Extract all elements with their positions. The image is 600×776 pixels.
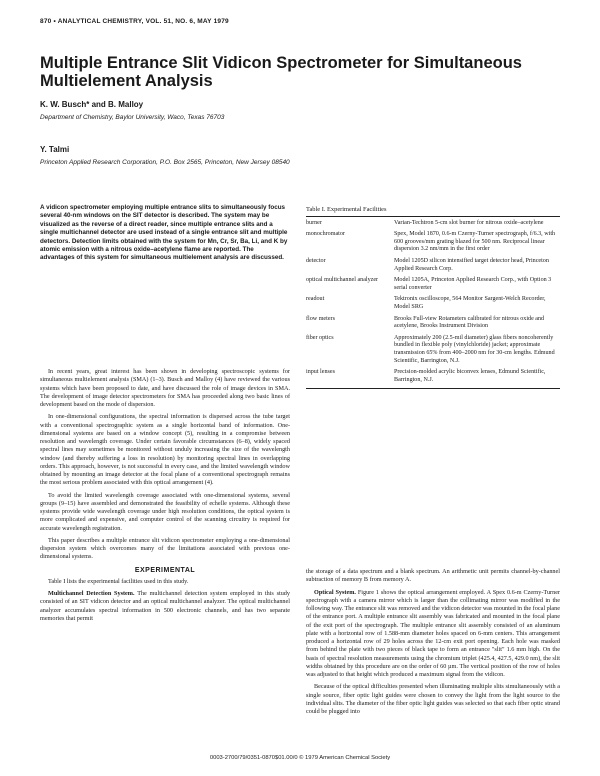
author-names-2: Y. Talmi xyxy=(40,145,70,154)
paragraph-text: The multichannel detection system employed in this study consisted of an SIT vidicon detector and an optical multichannel analyzer. The optical multichannel analyzer accumulates spectral information in 500 electronic channels, and has two separate memories that permit xyxy=(40,590,290,622)
section-heading: EXPERIMENTAL xyxy=(134,566,196,574)
table-row xyxy=(306,258,560,273)
table-row xyxy=(306,316,560,331)
table-row xyxy=(306,369,560,384)
paragraph: This paper describes a multiple entrance slit vidicon spectrometer employing a one-dimensional dispersion system which overcomes many of the limitations associated with previous one-dimensional systems. xyxy=(40,536,290,561)
paragraph-text: Figure 1 shows the optical arrangement employed. A Spex 0.6-m Czerny-Turner spectrograph with a camera mirror which is larger than the collimating mirror was modified in the following way. The entrance slit was removed and the vidicon detector was mounted in the focal plane of the entrance port. A multiple entrance slit assembly was fabricated and mounted in the focal plane of the exit port of the spectrograph. The multiple entrance slit assembly consisted of an aluminum plate with a horizontal row of 1.588-mm diameter holes spaced on 6-mm centers. This arrangement produced a horizontal row of 29 holes across the 12-cm exit port opening. Each hole was masked from behind the plate with two pieces of black tape to form an entrance "slit" 1.6 mm high. On the basis of spectral resolution measurements using the chromium triplet (425.4, 427.5, 429.0 nm), the slit widths obtained by this procedure are on the order of 60 µm. The vertical position of the row of holes was adjusted to that height which produced a maximum signal from the vidicon. xyxy=(306,588,561,678)
table-cell-component: flow meters xyxy=(306,315,335,322)
table-cell-component: fiber optics xyxy=(306,334,334,341)
table-cell-description: Model 1205D silicon intensified target detector head, Princeton Applied Research Corp. xyxy=(394,257,549,272)
paragraph: To avoid the limited wavelength coverage associated with one-dimensional systems, several groups (9–15) have assembled and demonstrated the feasibility of echelle systems. Although these systems provide wide wavelength coverage under high resolution conditions, the optical system is more complicated and expensive, and computer control of the scanning circuitry is required for accurate wavelength registration. xyxy=(40,491,290,532)
table-row xyxy=(306,335,560,365)
table-cell-component: optical multichannel analyzer xyxy=(306,277,379,284)
paragraph: Table I lists the experimental facilities used in this study. xyxy=(48,577,189,585)
table-caption: Table I. Experimental Facilities xyxy=(306,206,560,217)
body-column-left xyxy=(40,368,290,627)
table-cell-component: readout xyxy=(306,296,325,303)
paragraph xyxy=(40,590,290,623)
table-row xyxy=(306,231,560,254)
paragraph: In recent years, great interest has been shown in developing spectroscopic systems for simultaneous multielement analysis (SMA) (1–3). Busch and Malloy (4) have reviewed the various systems which have been proposed to date, and have discussed the role of image devices in SMA. The development of image detector spectrometers for SMA has proceeded along two basic lines of development based on the mode of dispersion. xyxy=(40,368,290,408)
running-head: 870 • ANALYTICAL CHEMISTRY, VOL. 51, NO. 6, MAY 1979 xyxy=(40,18,229,25)
paragraph: In one-dimensional configurations, the spectral information is dispersed across the tube target with a conventional spectrographic system as a single horizontal band of information. One-dimensional systems are based on a window concept (5), resulting in a compromise between resolution and wavelength coverage. Under certain favorable circumstances (6–8), widely spaced spectral lines may sometimes be monitored without unduly increasing the size of the wavelength window (and thereby suffering a loss in resolution) by monitoring spectral lines in overlapping orders. This approach, however, is not successful in every case, and the limited wavelength window obtained by mounting an image detector at the focal plane of a conventional spectrograph remains the most serious problem associated with this optical arrangement (4). xyxy=(40,413,290,487)
author-affiliation-2: Princeton Applied Research Corporation, P.O. Box 2565, Princeton, New Jersey 08540 xyxy=(40,159,290,166)
run-in-heading: Multichannel Detection System. xyxy=(48,590,135,597)
table-cell-description: Tektronix oscilloscope, 564 Monitor Sargent-Welch Recorder, Model SRG xyxy=(394,296,546,310)
table-cell-component: detector xyxy=(306,257,326,264)
abstract: A vidicon spectrometer employing multiple entrance slits to simultaneously focus several 40-nm windows on the SIT detector is described. The system may be visualized as the reverse of a direct reader, since multiple entrance slits and a single multichannel detector are used instead of a single entrance slit and multiple detectors. Detection limits obtained with the system for Mn, Cr, Sr, Ba, Li, and K by atomic emission with a nitrous oxide–acetylene flame are reported. The advantages of this system for simultaneous multielement analysis are discussed. xyxy=(40,204,288,262)
experimental-facilities-table xyxy=(306,206,560,389)
article-title: Multiple Entrance Slit Vidicon Spectrometer for Simultaneous Multielement Analysis xyxy=(40,54,522,90)
table-row xyxy=(306,296,560,311)
table-cell-description: Varian-Techtron 5-cm slot burner for nitrous oxide–acetylene xyxy=(394,219,544,226)
page-footer: 0003-2700/79/0351-0870$01.00/0 © 1979 American Chemical Society xyxy=(209,755,391,761)
table-cell-description: Approximately 200 (2.5-mil diameter) glass fibers noncoherently bundled in flexible poly (vinylchloride) jacket; approximate transmission 65% from 400–2000 nm for 30-cm lengths. Edmund Scientific, Barrington, N.J. xyxy=(394,334,555,364)
table-bottom-rule xyxy=(306,388,560,389)
table-cell-description: Precision-molded acrylic biconvex lenses, Edmund Scientific, Barrington, N.J. xyxy=(394,369,546,383)
paragraph xyxy=(306,589,560,680)
table-cell-description: Brooks Full-view Rotameters calibrated for nitrous oxide and acetylene, Brooks Instrument Division xyxy=(394,315,545,330)
body-column-right xyxy=(306,568,560,720)
run-in-heading: Optical System. xyxy=(314,588,356,596)
table-row xyxy=(306,220,560,228)
table-cell-component: burner xyxy=(306,219,322,226)
table-cell-description: Spex, Model 1870, 0.6-m Czerny-Turner spectrograph, f/6.3, with 600 grooves/mm grating blazed for 500 nm. Reciprocal linear dispersion 3.2 nm/mm in the first order xyxy=(394,231,556,253)
table-cell-description: Model 1205A, Princeton Applied Research Corp., with Option 3 serial converter xyxy=(394,277,552,291)
author-affiliation-1: Department of Chemistry, Baylor University, Waco, Texas 76703 xyxy=(40,114,225,121)
table-cell-component: monochromator xyxy=(306,231,345,238)
paragraph: Because of the optical difficulties presented when illuminating multiple slits simultaneously with a single source, fiber optic light guides were chosen to convey the light from the light source to the individual slits. The diameter of the fiber optic light guides was selected so that each fiber optic strand could be plugged into xyxy=(306,683,560,715)
table-cell-component: input lenses xyxy=(306,369,335,376)
author-names-1: K. W. Busch* and B. Malloy xyxy=(40,100,144,109)
paragraph: the storage of a data spectrum and a blank spectrum. An arithmetic unit permits channel-by-channel subtraction of memory B from memory A. xyxy=(306,568,560,584)
table-row xyxy=(306,277,560,292)
